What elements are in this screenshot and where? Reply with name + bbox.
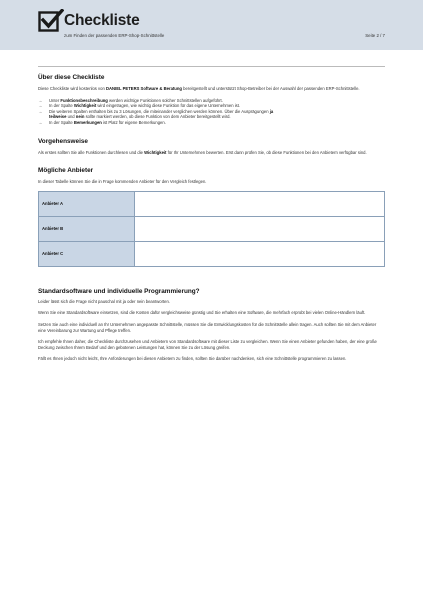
table-row	[39, 191, 385, 216]
list-item: → In der Spalte Bemerkungen ist Platz für eigene Bemerkungen.	[38, 120, 385, 126]
procedure-text: Als erstes sollten Sie alle Funktionen durchlesen und die Wichtigkeit für Ihr Unternehmen bewerten. Erst dann prüfen Sie, ob diese Funktionen bei den Anbietern verfügbar sind.	[38, 149, 367, 155]
list-item: → Unter Funktionsbeschreibung werden wichtige Funktionen solcher Schnittstellen aufgeführt.	[38, 98, 385, 104]
procedure-heading: Vorgehensweise	[38, 137, 88, 145]
standard-paragraph: Ich empfehle Ihnen daher, die Checkliste durchzusehen und Anbietern von Standardsoftware mit dieser Liste zu vergleichen. Wenn Sie einen Anbieter gefunden haben, der eine große Deckung zwischen Ihrem Bedarf und den gebotenen Leistungen hat, können Sie zu der Lösung greifen.	[38, 339, 377, 350]
provider-c-label: Anbieter C	[39, 241, 135, 266]
list-item: → Die weiteren Spalten enthalten bis zu 3 Lösungen, die miteinander verglichen werden können. Über die Ausprägungen ja teilweise und nein sollte markiert werden, ob diese Funktion von dem Anbieter bereitgestellt wird.	[38, 109, 385, 120]
main-content	[38, 74, 385, 362]
providers-heading: Mögliche Anbieter	[38, 167, 94, 175]
list-item: → In der Spalte Wichtigkeit wird eingetragen, wie wichtig diese Funktion für das eigene Unternehmen ist.	[38, 103, 385, 109]
standard-paragraph: Leider lässt sich die Frage nicht pauschal mit ja oder nein beantworten.	[38, 298, 170, 304]
provider-a-input[interactable]	[135, 191, 385, 216]
about-bullet-list	[38, 98, 385, 126]
standard-paragraph: Wenn Sie eine Standardsoftware einsetzen, sind die Kosten dafür vergleichsweise günstig und Sie erhalten eine Software, die mehrfach erprobt bei vielen Online-Händlern läuft.	[38, 310, 366, 316]
providers-table	[38, 191, 385, 267]
header-divider	[38, 66, 385, 67]
table-row	[39, 241, 385, 266]
provider-b-input[interactable]	[135, 216, 385, 241]
provider-b-label: Anbieter B	[39, 216, 135, 241]
standard-heading: Standardsoftware und individuelle Programmierung?	[38, 287, 200, 295]
standard-paragraph: Setzen Sie auch eine individuell an Ihr Unternehmen angepasste Schnittstelle, müssen Sie die Entwicklungskosten für die Schnittstelle allein tragen. Auch sollten Sie mit dem Anbieter eine Vereinbarung zur Wartung und Pflege treffen.	[38, 321, 377, 333]
provider-c-input[interactable]	[135, 241, 385, 266]
about-intro: Diese Checkliste wird kostenlos von DANIEL PETERS Software & Beratung bereitgestellt und unterstützt Shop-Betreiber bei der Auswahl der passenden ERP-Schnittstelle.	[38, 86, 360, 91]
checkbox-checked-icon	[38, 9, 64, 35]
header-band	[0, 0, 423, 50]
document-subtitle: zum Finden der passenden ERP-Shop-Schnittstelle	[64, 33, 165, 38]
company-name: DANIEL PETERS Software & Beratung	[105, 86, 182, 91]
about-heading: Über diese Checkliste	[38, 74, 105, 81]
table-row	[39, 216, 385, 241]
page-number: Seite 2 / 7	[365, 33, 385, 38]
standard-paragraph: Fällt es Ihnen jedoch nicht leicht, Ihre Anforderungen bei diesen Anbietern zu finden, sollten Sie darüber nachdenken, sich eine Schnittstelle programmieren zu lassen.	[38, 356, 347, 362]
provider-a-label: Anbieter A	[39, 191, 135, 216]
providers-intro: In dieser Tabelle können Sie die in Frage kommenden Anbieter für den Vergleich festlegen.	[38, 179, 207, 185]
document-title: Checkliste	[64, 12, 140, 29]
